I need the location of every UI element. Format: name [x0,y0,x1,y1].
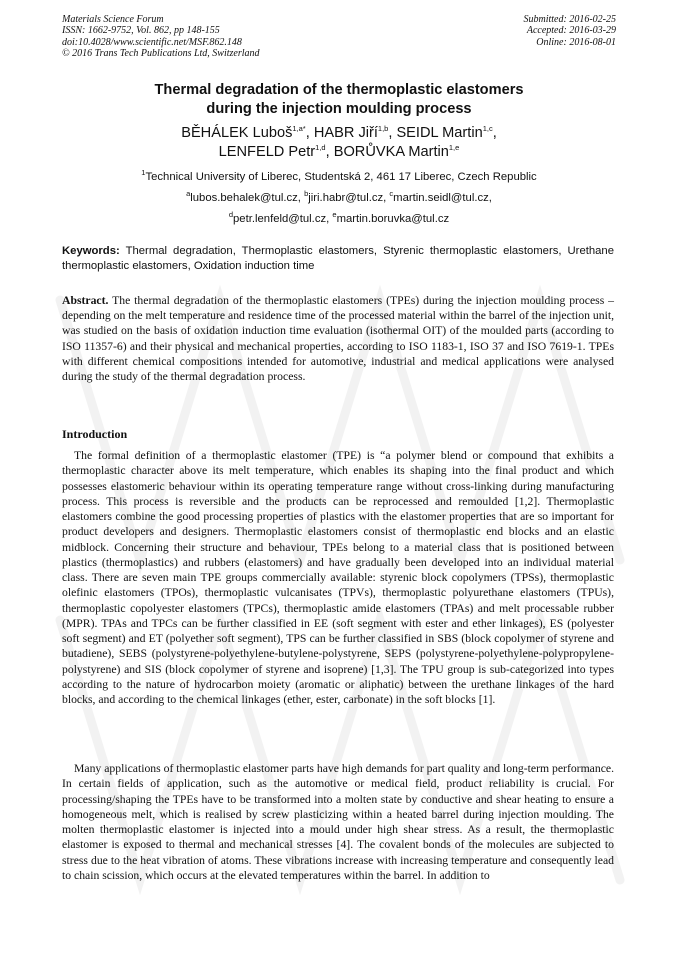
author-superscript: 1,e [448,143,460,153]
keywords-label: Keywords: [62,245,120,257]
issn-line: ISSN: 1662-9752, Vol. 862, pp 148-155 [62,25,220,37]
author-list [40,124,638,162]
introduction-paragraph-1: The formal definition of a thermoplastic elastomer (TPE) is “a polymer blend or compound that exhibits a thermoplastic character above its melt temperature, which enables its shaping into the final product and which possesses elastomeric behaviour within its operating temperature range without cross-linking during manufacturing process. This process is reversible and the products can be reprocessed and remoulded [1,2]. Thermoplastic elastomers combine the good processing properties of plastics with the elastomer properties that are so important for product developers and designers. Thermoplastic elastomers consist of thermoplastic end blocks and an elastic midblock. Concerning their structure and behaviour, TPEs belong to a material class that is positioned between plastics (thermoplastics) and rubbers (elastomers) and have gradually been developed into an individual material class. There are seven main TPE groups commercially available: styrenic block copolymers (TPSs), thermoplastic olefinic elastomers (TPOs), thermoplastic vulcanisates (TPVs), thermoplastic polyurethane elastomers (TPUs), thermoplastic copolyester elastomers (TPCs), thermoplastic amide elastomers (TPAs) and melt processable rubber (MPR). TPAs and TPCs can be further classified in EE (soft segment with ester and ether linkages), ES (polyester soft segment) and ET (polyether soft segment), TPS can be further classified in SBS (block copolymer of styrene and butadiene), SEBS (polystyrene-polyethylene-butylene-polystyrene, SEPS (polystyrene-polyethylene-polypropylene-polystyrene) and SIS (block copolymer of styrene and isoprene) [1,3]. The TPU group is sub-categorized into types according to the nature of hydrocarbon moiety (aromatic or aliphatic) between the urethane linkages of the hard blocks, and according to the chemical linkages (ether, ester, carbonate) in the soft blocks [1]. [62,449,614,706]
author-separator: , [305,125,314,141]
email-link[interactable]: jiri.habr@tul.cz, [308,192,390,204]
author-name: BORŮVKA Martin [333,144,449,160]
author-superscript: 1,b [377,124,389,134]
email-line-1 [40,188,638,209]
introduction-paragraph-2: Many applications of thermoplastic elastomer parts have high demands for part quality and long-term performance. In certain fields of application, such as the automotive or medical field, product reliability is crucial. For processing/shaping the TPEs have to be transformed into a molten state by conductive and shear heating to ensure a homogeneous melt, which is realised by screw plasticizing within a heated barrel during injection moulding. The molten thermoplastic elastomer is injected into a mould under high shear stress. As a result, the thermoplastic elastomer is exposed to thermal and mechanical stresses [4]. The covalent bonds of the molecules are subjected to stress due to the heat vibration of atoms. These vibrations increase with increasing temperature and consequently lead to chain scission, which occurs at the elevated temperatures within the barrel. In addition to [62,762,614,882]
affiliation-line [40,167,638,188]
author-name: SEIDL Martin [396,125,483,141]
submitted-date: Submitted: 2016-02-25 [523,14,616,25]
affiliation-block [40,167,638,230]
email-superscript: c [389,189,394,199]
journal-name: Materials Science Forum [62,14,164,25]
affiliation-text: Technical University of Liberec, Studentská 2, 461 17 Liberec, Czech Republic [145,171,537,183]
online-date: Online: 2016-08-01 [536,36,616,48]
author-line-2 [40,143,638,162]
affiliation-superscript: 1 [141,168,146,178]
email-superscript: a [186,189,191,199]
abstract-label: Abstract. [62,294,109,307]
abstract-text: The thermal degradation of the thermoplastic elastomers (TPEs) during the injection moulding process – depending on the melt temperature and residence time of the processed material within the barrel of the injection unit, was studied on the basis of oxidation induction time evaluation (isothermal OIT) of the moulded parts (according to ISO 11357-6) and their physical and mechanical properties, according to ISO 1183-1, ISO 37 and ISO 7619-1. TPEs with different chemical compositions intended for automotive, industrial and medical applications were analysed during the study of the thermal degradation process. [62,294,614,384]
author-name: LENFELD Petr [218,144,316,160]
keywords-block [62,244,614,273]
copyright-line: © 2016 Trans Tech Publications Ltd, Switzerland [62,48,260,60]
paper-title [40,81,638,119]
keywords-text: Thermal degradation, Thermoplastic elastomers, Styrenic thermoplastic elastomers, Urethane thermoplastic elastomers, Oxidation induction time [62,245,614,272]
email-line-2 [40,209,638,230]
email-superscript: e [332,210,337,220]
accepted-date: Accepted: 2016-03-29 [526,25,616,37]
email-link[interactable]: petr.lenfeld@tul.cz, [233,213,333,225]
author-separator: , [492,125,497,141]
doi-line[interactable]: doi:10.4028/www.scientific.net/MSF.862.148 [62,36,242,48]
journal-info [62,14,260,60]
author-name: HABR Jiří [313,125,378,141]
author-separator: , [388,125,397,141]
introduction-heading: Introduction [62,427,128,441]
email-link[interactable]: martin.boruvka@tul.cz [336,213,450,225]
author-line-1 [40,124,638,143]
title-line-2: during the injection moulding process [206,101,472,117]
email-superscript: d [228,210,234,220]
email-link[interactable]: lubos.behalek@tul.cz, [190,192,305,204]
author-superscript: 1,a* [292,124,306,134]
author-superscript: 1,d [315,143,326,153]
author-name: BĚHÁLEK Luboš [181,125,293,141]
abstract-block [62,293,614,384]
email-superscript: b [304,189,309,199]
title-line-1: Thermal degradation of the thermoplastic elastomers [154,82,524,98]
email-link[interactable]: martin.seidl@tul.cz, [393,192,492,204]
author-separator: , [325,144,334,160]
author-superscript: 1,c [482,124,493,134]
publication-dates [524,14,617,48]
